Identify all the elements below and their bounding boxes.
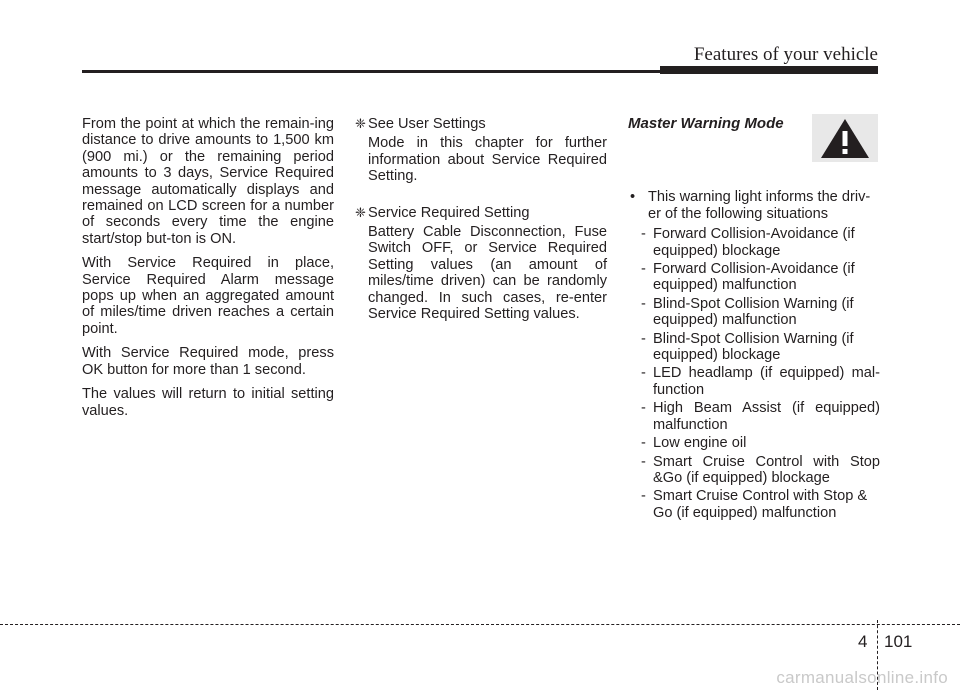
note-body: Battery Cable Disconnection, Fuse Switch OFF, or Service Required Setting values (an amount of miles/time driven) can be randomly changed. In such cases, re-enter Service Required Setting values. bbox=[368, 224, 607, 323]
note-symbol-icon: ❈ bbox=[355, 204, 366, 220]
page-number: 101 bbox=[884, 632, 913, 651]
paragraph: The values will return to initial setting values. bbox=[82, 386, 334, 419]
list-item: - LED headlamp (if equipped) mal-function bbox=[641, 365, 880, 398]
footer-rule bbox=[0, 624, 960, 625]
paragraph: With Service Required in place, Service Required Alarm message pops up when an aggregated amount of miles/time driven reaches a certain point. bbox=[82, 255, 334, 337]
note-title: See User Settings bbox=[368, 116, 486, 132]
list-item: - Smart Cruise Control with Stop & Go (if equipped) malfunction bbox=[641, 488, 868, 521]
paragraph: From the point at which the remain-ing distance to drive amounts to 1,500 km (900 mi.) or the remaining period amounts to 3 days, Service Required message automatically displays and remained on LCD screen for a number of seconds every time the engine start/stop but-ton is ON. bbox=[82, 116, 334, 247]
column-1 bbox=[82, 116, 334, 427]
list-item: - Blind-Spot Collision Warning (if equipped) malfunction bbox=[641, 295, 854, 329]
chapter-number: 4 bbox=[858, 632, 868, 651]
watermark: carmanualsonline.info bbox=[776, 668, 948, 687]
list-item: - Smart Cruise Control with Stop &Go (if equipped) blockage bbox=[641, 453, 880, 486]
header-title: Features of your vehicle bbox=[693, 44, 878, 65]
bullet-item bbox=[628, 189, 880, 222]
section-heading: Master Warning Mode bbox=[628, 115, 784, 132]
note-symbol-icon: ❈ bbox=[355, 116, 366, 131]
paragraph: With Service Required mode, press OK button for more than 1 second. bbox=[82, 345, 334, 378]
list-item: - Forward Collision-Avoidance (if equipped) malfunction bbox=[641, 261, 855, 294]
list-item: - Low engine oil bbox=[641, 435, 747, 452]
note-body: Mode in this chapter for further information about Service Required Setting. bbox=[368, 135, 607, 185]
bullet-dot-icon: • bbox=[630, 189, 636, 206]
column-3 bbox=[628, 116, 880, 523]
header-rule bbox=[82, 70, 878, 73]
list-item: - Forward Collision-Avoidance (if equipped) blockage bbox=[641, 226, 855, 259]
note bbox=[355, 205, 607, 323]
bullet-text: This warning light informs the driv-er of the following situations bbox=[648, 189, 871, 222]
list-item: - Blind-Spot Collision Warning (if equipped) blockage bbox=[641, 330, 854, 364]
column-2 bbox=[355, 116, 607, 342]
list-item: - High Beam Assist (if equipped) malfunction bbox=[641, 400, 880, 433]
note bbox=[355, 116, 607, 185]
warning-situations-list bbox=[628, 226, 880, 521]
note-title: Service Required Setting bbox=[368, 204, 530, 221]
